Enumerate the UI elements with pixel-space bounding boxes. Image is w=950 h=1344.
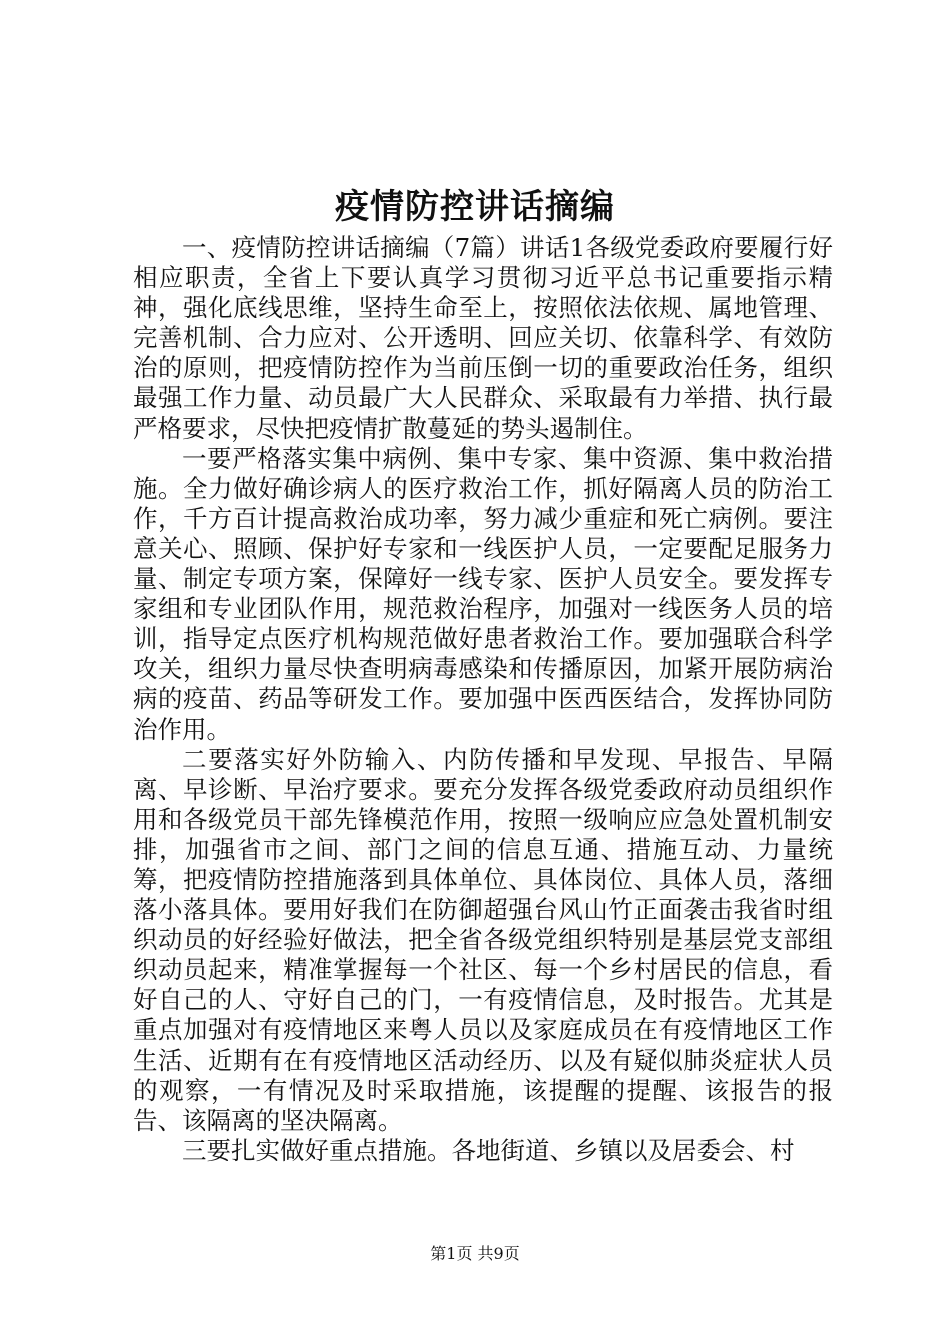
- paragraph-intro: 一、疫情防控讲话摘编（7篇）讲话1各级党委政府要履行好相应职责，全省上下要认真学习贯彻习近平总书记重要指示精神，强化底线思维，坚持生命至上，按照依法依规、属地管理、完善机制、合力应对、公开透明、回应关切、依靠科学、有效防治的原则，把疫情防控作为当前压倒一切的重要政治任务，组织最强工作力量、动员最广大人民群众、采取最有力举措、执行最严格要求，尽快把疫情扩散蔓延的势头遏制住。: [133, 233, 833, 443]
- page-number-footer: 第1页 共9页: [430, 1244, 520, 1263]
- document-body: [133, 233, 833, 1166]
- document-title: 疫情防控讲话摘编: [335, 187, 615, 227]
- paragraph-point-one: 一要严格落实集中病例、集中专家、集中资源、集中救治措施。全力做好确诊病人的医疗救治工作，抓好隔离人员的防治工作，千方百计提高救治成功率，努力减少重症和死亡病例。要注意关心、照顾、保护好专家和一线医护人员，一定要配足服务力量、制定专项方案，保障好一线专家、医护人员安全。要发挥专家组和专业团队作用，规范救治程序，加强对一线医务人员的培训，指导定点医疗机构规范做好患者救治工作。要加强联合科学攻关，组织力量尽快查明病毒感染和传播原因，加紧开展防病治病的疫苗、药品等研发工作。要加强中医西医结合，发挥协同防治作用。: [133, 443, 833, 744]
- paragraph-point-two: 二要落实好外防输入、内防传播和早发现、早报告、早隔离、早诊断、早治疗要求。要充分发挥各级党委政府动员组织作用和各级党员干部先锋模范作用，按照一级响应应急处置机制安排，加强省市之间、部门之间的信息互通、措施互动、力量统筹，把疫情防控措施落到具体单位、具体岗位、具体人员，落细落小落具体。要用好我们在防御超强台风山竹正面袭击我省时组织动员的好经验好做法，把全省各级党组织特别是基层党支部组织动员起来，精准掌握每一个社区、每一个乡村居民的信息，看好自己的人、守好自己的门，一有疫情信息，及时报告。尤其是重点加强对有疫情地区来粤人员以及家庭成员在有疫情地区工作生活、近期有在有疫情地区活动经历、以及有疑似肺炎症状人员的观察，一有情况及时采取措施，该提醒的提醒、该报告的报告、该隔离的坚决隔离。: [133, 744, 833, 1135]
- paragraph-point-three: 三要扎实做好重点措施。各地街道、乡镇以及居委会、村: [182, 1135, 795, 1165]
